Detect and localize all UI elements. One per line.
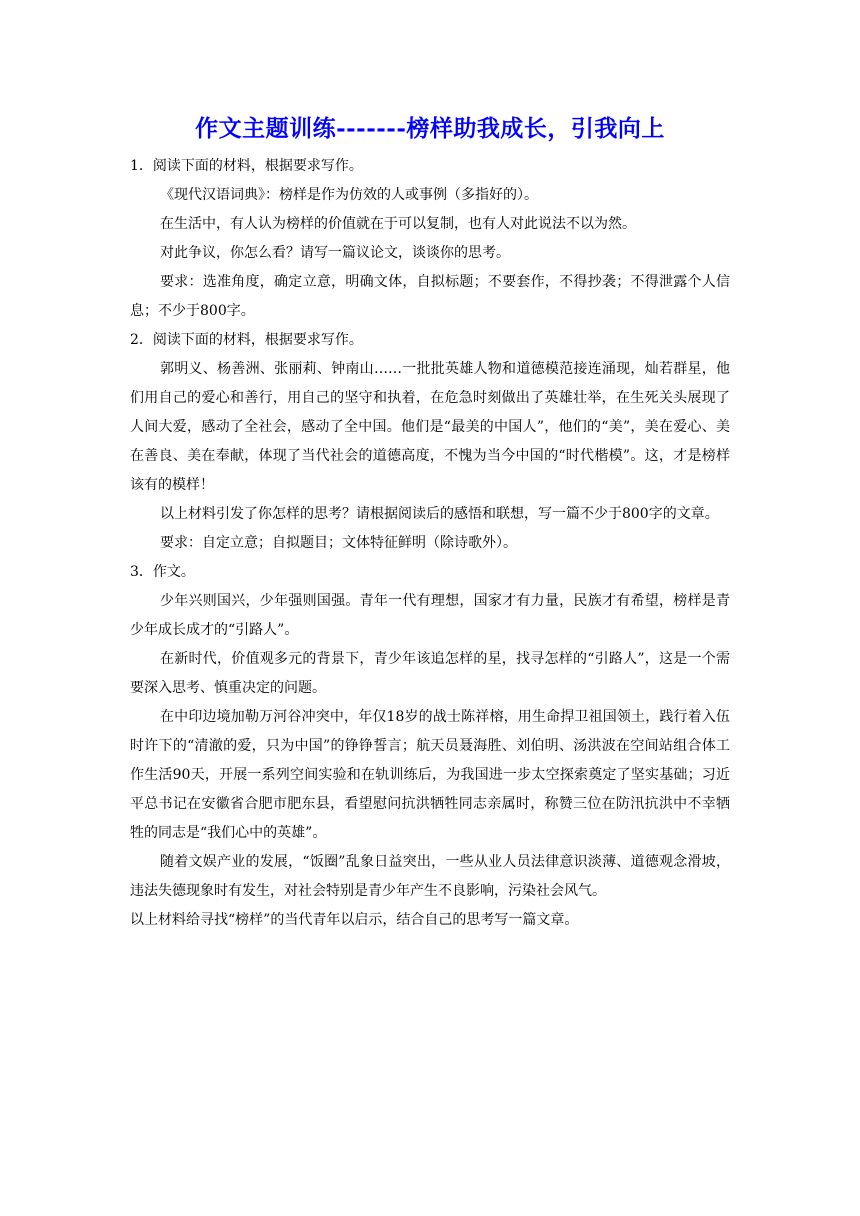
paragraph: 在中印边境加勒万河谷冲突中，年仅18岁的战士陈祥榕，用生命捍卫祖国领土，践行着入伍时许下的“清澈的爱，只为中国”的铮铮誓言；航天员聂海胜、刘伯明、汤洪波在空间站组合体工作生活90天，开展一系列空间实验和在轨训练后，为我国进一步太空探索奠定了坚实基础；习近平总书记在安徽省合肥市肥东县，看望慰问抗洪牺牲同志亲属时，称赞三位在防汛抗洪中不幸牺牲的同志是“我们心中的英雄”。 — [130, 709, 730, 841]
question-3-heading: 3．作文。 — [130, 564, 195, 580]
requirements-paragraph: 要求：自定立意；自拟题目；文体特征鲜明（除诗歌外）。 — [160, 535, 517, 551]
paragraph: 郭明义、杨善洲、张丽莉、钟南山……一批批英雄人物和道德模范接连涌现，灿若群星，他们用自己的爱心和善行，用自己的坚守和执着，在危急时刻做出了英雄壮举，在生死关头展现了人间大爱，感动了全社会，感动了全中国。他们是“最美的中国人”，他们的“美”，美在爱心、美在善良、美在奉献，体现了当代社会的道德高度，不愧为当今中国的“时代楷模”。这，才是榜样该有的模样！ — [130, 361, 730, 493]
question-2-heading: 2．阅读下面的材料，根据要求写作。 — [130, 332, 363, 348]
paragraph: 随着文娱产业的发展，“饭圈”乱象日益突出，一些从业人员法律意识淡薄、道德观念滑坡，违法失德现象时有发生，对社会特别是青少年产生不良影响，污染社会风气。 — [130, 854, 730, 899]
paragraph: 在生活中，有人认为榜样的价值就在于可以复制，也有人对此说法不以为然。 — [160, 216, 636, 232]
paragraph: 少年兴则国兴，少年强则国强。青年一代有理想，国家才有力量，民族才有希望，榜样是青少年成长成才的“引路人”。 — [130, 593, 730, 638]
document-title: 作文主题训练-------榜样助我成长，引我向上 — [195, 115, 665, 142]
paragraph: 以上材料引发了你怎样的思考？请根据阅读后的感悟和联想，写一篇不少于800字的文章。 — [160, 506, 719, 522]
paragraph: 对此争议，你怎么看？请写一篇议论文，谈谈你的思考。 — [160, 245, 510, 261]
closing-instruction: 以上材料给寻找“榜样”的当代青年以启示，结合自己的思考写一篇文章。 — [130, 912, 579, 928]
question-1-heading: 1．阅读下面的材料，根据要求写作。 — [130, 158, 363, 174]
document-body — [130, 152, 730, 935]
paragraph: 《现代汉语词典》：榜样是作为仿效的人或事例（多指好的）。 — [160, 187, 538, 203]
paragraph: 在新时代，价值观多元的背景下，青少年该追怎样的星，找寻怎样的“引路人”，这是一个需要深入思考、慎重决定的问题。 — [130, 651, 730, 696]
requirements-paragraph: 要求：选准角度，确定立意，明确文体，自拟标题；不要套作，不得抄袭；不得泄露个人信息；不少于800字。 — [130, 274, 730, 319]
